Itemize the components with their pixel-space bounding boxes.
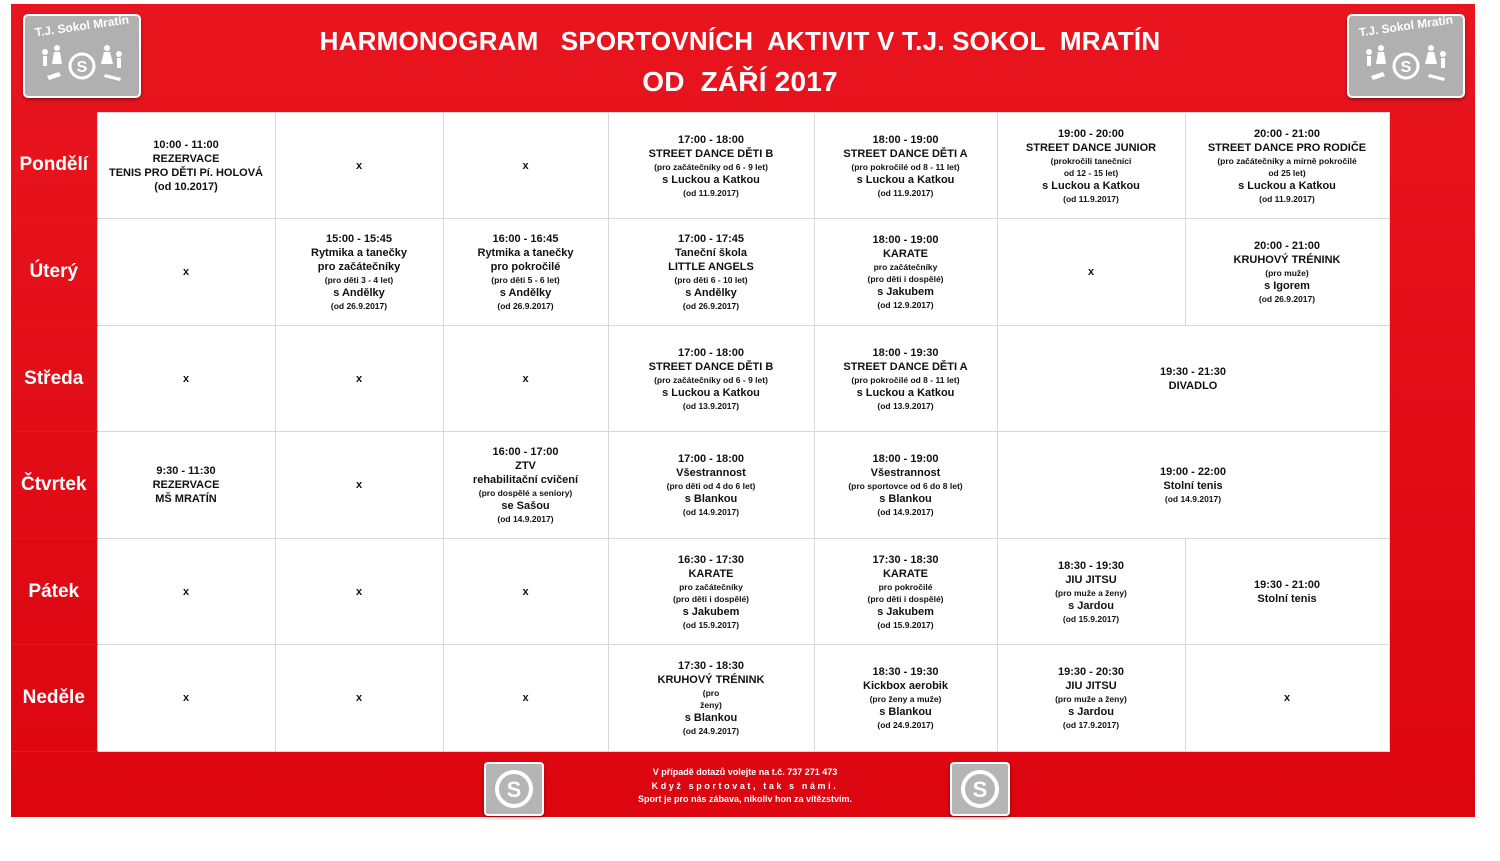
activity-line: (pro pokročilé od 8 - 11 let)	[851, 374, 960, 385]
activity-cell	[275, 645, 443, 752]
activity-line: KARATE	[882, 248, 928, 260]
activity-line: (od 13.9.2017)	[877, 400, 934, 411]
activity-line: 17:00 - 18:00	[677, 346, 745, 359]
activity-cell	[608, 432, 814, 539]
schedule-row	[11, 539, 1389, 645]
activity-line: s Luckou a Katkou	[1238, 179, 1336, 192]
sokol-logo-right	[1347, 14, 1465, 98]
activity-line: Všestrannost	[676, 467, 746, 479]
schedule-row	[11, 113, 1389, 219]
svg-text:S: S	[506, 777, 522, 802]
activity-line: Stolní tenis	[1163, 480, 1223, 492]
activity-line: LITTLE ANGELS	[668, 261, 754, 273]
activity-line: 17:00 - 18:00	[677, 133, 745, 146]
sokol-emblem-icon	[25, 16, 139, 96]
activity-line: (pro děti od 4 do 6 let)	[666, 481, 756, 491]
activity-cell	[997, 219, 1185, 326]
activity-line: (pro dospělé a seniory)	[478, 488, 573, 498]
activity-line: x	[182, 372, 190, 385]
activity-line: s Igorem	[1264, 280, 1310, 292]
activity-line: (pro děti i dospělé)	[867, 593, 944, 604]
schedule-row	[11, 326, 1389, 432]
activity-line: (pro děti 6 - 10 let)	[674, 275, 748, 285]
activity-line: (od 12.9.2017)	[877, 300, 934, 310]
activity-line: STREET DANCE PRO RODIČE	[1207, 141, 1367, 154]
activity-cell	[997, 113, 1185, 219]
activity-line: (od 15.9.2017)	[1062, 613, 1120, 624]
activity-cell	[275, 326, 443, 432]
activity-line: 19:00 - 20:00	[1057, 127, 1125, 140]
activity-line: 18:00 - 19:00	[872, 133, 939, 146]
activity-cell	[97, 326, 275, 432]
schedule-row	[11, 432, 1389, 539]
activity-line: s Blankou	[879, 493, 932, 505]
day-label: Čtvrtek	[11, 432, 97, 539]
activity-line: (od 26.9.2017)	[682, 301, 740, 311]
activity-line: x	[1087, 266, 1095, 278]
activity-line: s Luckou a Katkou	[662, 386, 760, 399]
activity-line: (od 14.9.2017)	[682, 507, 740, 517]
sokol-emblem-icon	[1349, 16, 1463, 96]
activity-line: JIU JITSU	[1065, 573, 1117, 586]
activity-line: x	[522, 159, 529, 172]
activity-line: (pro sportovce od 6 do 8 let)	[848, 481, 963, 491]
activity-line: (pro děti 5 - 6 let)	[491, 275, 560, 285]
activity-cell	[443, 432, 608, 539]
activity-line: x	[182, 692, 190, 704]
activity-cell	[97, 645, 275, 752]
activity-line: Všestrannost	[870, 467, 941, 479]
sokol-footer-logo	[950, 762, 1010, 816]
activity-line: (od 11.9.2017)	[1063, 193, 1119, 204]
activity-line: 19:00 - 22:00	[1159, 466, 1227, 478]
activity-line: (pro začátečníky od 6 - 9 let)	[654, 161, 768, 172]
activity-cell	[814, 432, 997, 539]
activity-cell	[814, 113, 997, 219]
activity-cell	[1185, 645, 1389, 752]
day-label: Úterý	[11, 219, 97, 326]
activity-cell	[97, 432, 275, 539]
activity-line: s Andělky	[685, 287, 737, 299]
activity-line: s Luckou a Katkou	[856, 173, 955, 186]
activity-line: s Luckou a Katkou	[662, 173, 760, 186]
activity-line: 17:30 - 18:30	[872, 553, 939, 566]
activity-line: pro začátečníky	[873, 262, 938, 272]
activity-cell	[97, 219, 275, 326]
activity-line: x	[182, 585, 190, 598]
activity-line: (od 17.9.2017)	[1062, 720, 1120, 730]
activity-cell	[275, 219, 443, 326]
activity-line: 16:00 - 16:45	[492, 233, 559, 245]
activity-line: Kickbox aerobik	[863, 680, 948, 692]
activity-line: Stolní tenis	[1257, 592, 1317, 605]
activity-line: (pro muže)	[1265, 268, 1309, 278]
activity-cell	[814, 326, 997, 432]
activity-line: s Andělky	[499, 287, 552, 299]
footer-slogan: Když sportovat, tak s námi.	[651, 780, 839, 791]
activity-line: 19:30 - 21:00	[1253, 578, 1321, 591]
activity-line: x	[1283, 692, 1291, 704]
activity-line: s Andělky	[333, 287, 385, 299]
activity-line: (pro ženy a muže)	[869, 694, 942, 704]
sokol-logo-left	[23, 14, 141, 98]
activity-cell	[997, 645, 1185, 752]
activity-line: 20:00 - 21:00	[1253, 240, 1321, 252]
activity-line: KRUHOVÝ TRÉNINK	[657, 674, 765, 686]
activity-line: 18:30 - 19:30	[1057, 559, 1125, 572]
activity-line: 16:00 - 17:00	[492, 446, 559, 458]
activity-line: STREET DANCE JUNIOR	[1025, 141, 1157, 154]
activity-line: (od 15.9.2017)	[877, 619, 934, 630]
svg-text:S: S	[972, 777, 988, 802]
activity-cell	[97, 539, 275, 645]
activity-line: 15:00 - 15:45	[325, 233, 393, 245]
activity-line: pro pokročilé	[878, 581, 933, 592]
activity-line: 10:00 - 11:00	[153, 138, 219, 151]
activity-line: (od 24.9.2017)	[682, 726, 740, 736]
activity-line: STREET DANCE DĚTI A	[843, 147, 968, 160]
activity-line: s Luckou a Katkou	[1042, 179, 1140, 192]
activity-line: 17:30 - 18:30	[677, 660, 745, 672]
activity-cell	[1185, 539, 1389, 645]
activity-line: x	[355, 372, 363, 385]
activity-cell	[443, 539, 608, 645]
activity-line: (pro děti 3 - 4 let)	[324, 275, 394, 285]
activity-cell	[814, 219, 997, 326]
activity-line: (pro děti i dospělé)	[672, 593, 750, 604]
activity-line: x	[355, 159, 363, 172]
svg-text:S: S	[1400, 59, 1412, 76]
activity-line: DIVADLO	[1168, 379, 1218, 392]
activity-line: (pro	[702, 688, 720, 698]
activity-cell	[608, 113, 814, 219]
activity-line: x	[522, 692, 529, 704]
activity-line: x	[355, 692, 363, 704]
activity-line: 16:30 - 17:30	[677, 553, 745, 566]
activity-line: pro pokročilé	[490, 261, 561, 273]
activity-line: TENIS PRO DĚTI Pí. HOLOVÁ	[108, 166, 264, 179]
activity-line: 17:00 - 18:00	[677, 453, 745, 465]
activity-line: (prokročilí tanečníci	[1050, 155, 1132, 166]
logo-text: T.J. Sokol Mratín	[1358, 12, 1454, 40]
sokol-emblem-icon	[952, 764, 1008, 814]
logo-text: T.J. Sokol Mratín	[34, 12, 130, 40]
activity-line: Rytmika a tanečky	[311, 247, 407, 259]
activity-line: STREET DANCE DĚTI B	[648, 360, 774, 373]
page-subtitle: OD ZÁŘÍ 2017	[642, 66, 838, 97]
footer-phone: V případě dotazů volejte na t.č. 737 271 473	[652, 767, 838, 777]
activity-cell	[443, 219, 608, 326]
activity-line: s Luckou a Katkou	[856, 386, 955, 399]
activity-cell	[608, 645, 814, 752]
activity-line: STREET DANCE DĚTI A	[843, 360, 968, 373]
activity-line: x	[355, 585, 363, 598]
activity-line: 17:00 - 17:45	[677, 233, 745, 245]
activity-cell	[1185, 113, 1389, 219]
activity-line: s Blankou	[879, 706, 932, 718]
day-label: Středa	[11, 326, 97, 432]
activity-line: (pro muže a ženy)	[1055, 587, 1127, 598]
activity-line: ženy)	[700, 700, 722, 710]
activity-line: 19:30 - 20:30	[1057, 666, 1125, 678]
activity-cell	[97, 113, 275, 219]
activity-cell	[997, 432, 1389, 539]
activity-line: s Blankou	[684, 493, 738, 505]
activity-line: 20:00 - 21:00	[1253, 127, 1321, 140]
activity-cell	[608, 539, 814, 645]
sokol-emblem-icon	[486, 764, 542, 814]
footer-contact	[560, 766, 930, 807]
activity-cell	[275, 113, 443, 219]
activity-line: REZERVACE	[152, 152, 220, 165]
activity-line: pro začátečníky	[679, 581, 743, 592]
activity-line: KRUHOVÝ TRÉNINK	[1233, 254, 1341, 266]
activity-line: (pro začátečníky od 6 - 9 let)	[654, 374, 768, 385]
activity-line: x	[355, 479, 363, 491]
activity-line: (od 10.2017)	[154, 180, 218, 193]
activity-line: ZTV	[515, 460, 536, 472]
activity-line: (od 14.9.2017)	[1164, 494, 1222, 504]
activity-line: (od 26.9.2017)	[330, 301, 388, 311]
activity-line: REZERVACE	[152, 479, 220, 491]
activity-line: (od 26.9.2017)	[1258, 294, 1316, 304]
footer-motto: Sport je pro nás zábava, nikoliv hon za vítězstvím.	[637, 794, 853, 804]
svg-text:S: S	[76, 59, 88, 76]
activity-line: (od 15.9.2017)	[682, 619, 740, 630]
activity-cell	[997, 326, 1389, 432]
activity-line: od 12 - 15 let)	[1063, 167, 1119, 178]
activity-line: (od 26.9.2017)	[497, 301, 554, 311]
activity-line: (pro děti i dospělé)	[867, 274, 944, 284]
activity-line: (od 11.9.2017)	[1259, 193, 1315, 204]
activity-line: (pro pokročilé od 8 - 11 let)	[851, 161, 960, 172]
activity-cell	[814, 645, 997, 752]
activity-line: (pro začátečníky a mírně pokročilé	[1217, 155, 1357, 166]
activity-cell	[814, 539, 997, 645]
activity-line: Rytmika a tanečky	[477, 247, 574, 259]
schedule-table	[11, 112, 1390, 752]
activity-line: Taneční škola	[675, 247, 747, 259]
activity-line: x	[522, 585, 529, 598]
activity-line: x	[522, 372, 529, 385]
day-label: Pátek	[11, 539, 97, 645]
activity-line: 18:30 - 19:30	[872, 666, 939, 678]
day-label: Pondělí	[11, 113, 97, 219]
activity-line: JIU JITSU	[1065, 680, 1117, 692]
schedule-row	[11, 645, 1389, 752]
activity-line: STREET DANCE DĚTI B	[648, 147, 774, 160]
activity-line: 19:30 - 21:30	[1159, 365, 1227, 378]
sokol-footer-logo	[484, 762, 544, 816]
activity-cell	[608, 326, 814, 432]
activity-line: 18:00 - 19:30	[872, 346, 939, 359]
activity-line: KARATE	[882, 567, 928, 580]
activity-cell	[275, 432, 443, 539]
schedule-row	[11, 219, 1389, 326]
activity-cell	[443, 326, 608, 432]
activity-line: (od 11.9.2017)	[683, 187, 739, 198]
activity-line: 9:30 - 11:30	[156, 465, 216, 477]
activity-line: s Blankou	[684, 712, 738, 724]
activity-line: s Jakubem	[877, 286, 934, 298]
activity-line: KARATE	[688, 567, 734, 580]
activity-line: od 25 let)	[1268, 167, 1306, 178]
activity-line: pro začátečníky	[317, 261, 401, 273]
activity-cell	[608, 219, 814, 326]
activity-line: s Jakubem	[877, 605, 934, 618]
activity-line: s Jardou	[1068, 706, 1114, 718]
activity-line: s Jardou	[1068, 599, 1114, 612]
day-label: Neděle	[11, 645, 97, 752]
activity-line: x	[182, 266, 190, 278]
activity-line: (od 11.9.2017)	[877, 187, 934, 198]
activity-line: MŠ MRATÍN	[155, 493, 217, 505]
activity-cell	[1185, 219, 1389, 326]
activity-line: (od 24.9.2017)	[877, 720, 934, 730]
activity-line: 18:00 - 19:00	[872, 453, 939, 465]
page-title: HARMONOGRAM SPORTOVNÍCH AKTIVIT V T.J. SOKOL MRATÍN	[319, 26, 1161, 56]
activity-line: (od 13.9.2017)	[682, 400, 740, 411]
activity-line: s Jakubem	[682, 605, 740, 618]
activity-line: rehabilitační cvičení	[472, 474, 579, 486]
activity-line: (od 14.9.2017)	[497, 514, 554, 524]
activity-line: se Sašou	[501, 500, 550, 512]
activity-cell	[443, 113, 608, 219]
activity-line: (pro muže a ženy)	[1055, 694, 1127, 704]
activity-cell	[997, 539, 1185, 645]
activity-line: 18:00 - 19:00	[872, 234, 939, 246]
activity-line: (od 14.9.2017)	[877, 507, 934, 517]
activity-cell	[443, 645, 608, 752]
activity-cell	[275, 539, 443, 645]
